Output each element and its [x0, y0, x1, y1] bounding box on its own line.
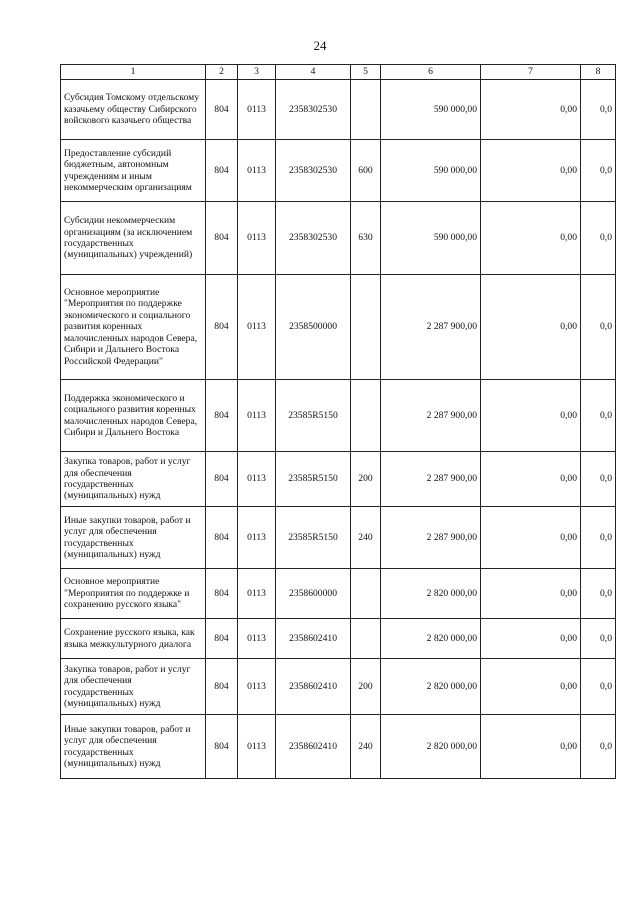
row-amount-7: 0,00	[481, 619, 581, 659]
row-code-5: 630	[351, 202, 381, 275]
row-code-4: 23585R5150	[276, 452, 351, 507]
row-amount-6: 2 287 900,00	[381, 452, 481, 507]
row-amount-7: 0,00	[481, 380, 581, 452]
row-code-2: 804	[206, 275, 238, 380]
row-amount-6: 2 287 900,00	[381, 507, 481, 569]
column-header-3: 3	[238, 65, 276, 80]
row-code-2: 804	[206, 619, 238, 659]
table-row	[61, 452, 616, 507]
table-row	[61, 569, 616, 619]
row-code-3: 0113	[238, 569, 276, 619]
row-code-2: 804	[206, 659, 238, 715]
row-amount-8: 0,0	[581, 202, 616, 275]
row-name: Поддержка экономического и социального развития коренных малочисленных народов Севера, Сибири и Дальнего Востока	[61, 380, 206, 452]
column-header-6: 6	[381, 65, 481, 80]
row-code-3: 0113	[238, 659, 276, 715]
row-code-5: 200	[351, 452, 381, 507]
row-amount-6: 2 820 000,00	[381, 569, 481, 619]
row-code-4: 2358500000	[276, 275, 351, 380]
row-amount-8: 0,0	[581, 715, 616, 779]
row-code-5: 600	[351, 140, 381, 202]
column-header-8: 8	[581, 65, 616, 80]
column-header-2: 2	[206, 65, 238, 80]
budget-table	[60, 64, 616, 779]
row-name: Основное мероприятие "Мероприятия по поддержке экономического и социального развития коренных малочисленных народов Севера, Сибири и Дальнего Востока Российской Федерации"	[61, 275, 206, 380]
row-amount-6: 590 000,00	[381, 202, 481, 275]
row-code-5	[351, 380, 381, 452]
row-name: Иные закупки товаров, работ и услуг для обеспечения государственных (муниципальных) нужд	[61, 715, 206, 779]
row-code-3: 0113	[238, 452, 276, 507]
row-amount-7: 0,00	[481, 80, 581, 140]
row-amount-7: 0,00	[481, 569, 581, 619]
row-name: Закупка товаров, работ и услуг для обеспечения государственных (муниципальных) нужд	[61, 452, 206, 507]
row-code-4: 23585R5150	[276, 380, 351, 452]
row-name: Предоставление субсидий бюджетным, автономным учреждениям и иным некоммерческим организациям	[61, 140, 206, 202]
row-amount-6: 2 820 000,00	[381, 715, 481, 779]
row-code-2: 804	[206, 715, 238, 779]
table-row	[61, 275, 616, 380]
row-code-2: 804	[206, 569, 238, 619]
header-row	[61, 65, 616, 80]
row-code-3: 0113	[238, 202, 276, 275]
row-code-4: 2358602410	[276, 715, 351, 779]
row-amount-7: 0,00	[481, 452, 581, 507]
row-code-2: 804	[206, 380, 238, 452]
row-name: Закупка товаров, работ и услуг для обеспечения государственных (муниципальных) нужд	[61, 659, 206, 715]
table-row	[61, 715, 616, 779]
row-amount-6: 2 287 900,00	[381, 380, 481, 452]
row-amount-8: 0,0	[581, 452, 616, 507]
row-code-5: 240	[351, 507, 381, 569]
row-amount-6: 590 000,00	[381, 140, 481, 202]
row-code-5	[351, 80, 381, 140]
row-code-3: 0113	[238, 380, 276, 452]
row-amount-7: 0,00	[481, 715, 581, 779]
row-amount-7: 0,00	[481, 140, 581, 202]
table-row	[61, 380, 616, 452]
row-code-4: 2358302530	[276, 140, 351, 202]
row-code-3: 0113	[238, 275, 276, 380]
row-code-2: 804	[206, 202, 238, 275]
table-row	[61, 507, 616, 569]
row-code-3: 0113	[238, 80, 276, 140]
row-amount-7: 0,00	[481, 275, 581, 380]
column-header-7: 7	[481, 65, 581, 80]
row-name: Субсидия Томскому отдельскому казачьему обществу Сибирского войскового казачьего общества	[61, 80, 206, 140]
row-code-4: 2358602410	[276, 619, 351, 659]
row-name: Основное мероприятие "Мероприятия по поддержке и сохранению русского языка"	[61, 569, 206, 619]
row-code-3: 0113	[238, 507, 276, 569]
row-amount-6: 590 000,00	[381, 80, 481, 140]
row-code-5	[351, 275, 381, 380]
row-code-4: 2358602410	[276, 659, 351, 715]
row-amount-7: 0,00	[481, 659, 581, 715]
row-amount-7: 0,00	[481, 202, 581, 275]
table-row	[61, 80, 616, 140]
row-code-4: 23585R5150	[276, 507, 351, 569]
row-name: Иные закупки товаров, работ и услуг для обеспечения государственных (муниципальных) нужд	[61, 507, 206, 569]
row-amount-6: 2 820 000,00	[381, 659, 481, 715]
row-code-5: 240	[351, 715, 381, 779]
row-amount-7: 0,00	[481, 507, 581, 569]
table-row	[61, 140, 616, 202]
row-code-4: 2358302530	[276, 202, 351, 275]
row-amount-8: 0,0	[581, 380, 616, 452]
page-number: 24	[313, 38, 327, 53]
column-header-5: 5	[351, 65, 381, 80]
row-code-3: 0113	[238, 715, 276, 779]
row-amount-8: 0,0	[581, 275, 616, 380]
table-row	[61, 659, 616, 715]
row-code-4: 2358302530	[276, 80, 351, 140]
row-amount-6: 2 287 900,00	[381, 275, 481, 380]
row-amount-6: 2 820 000,00	[381, 619, 481, 659]
row-code-3: 0113	[238, 140, 276, 202]
table-row	[61, 202, 616, 275]
row-amount-8: 0,0	[581, 659, 616, 715]
row-code-5: 200	[351, 659, 381, 715]
table-row	[61, 619, 616, 659]
row-name: Субсидии некоммерческим организациям (за исключением государственных (муниципальных) учреждений)	[61, 202, 206, 275]
row-code-3: 0113	[238, 619, 276, 659]
row-code-2: 804	[206, 507, 238, 569]
row-code-5	[351, 569, 381, 619]
row-amount-8: 0,0	[581, 140, 616, 202]
row-amount-8: 0,0	[581, 80, 616, 140]
row-code-5	[351, 619, 381, 659]
row-code-4: 2358600000	[276, 569, 351, 619]
row-code-2: 804	[206, 452, 238, 507]
row-amount-8: 0,0	[581, 619, 616, 659]
column-header-4: 4	[276, 65, 351, 80]
column-header-1: 1	[61, 65, 206, 80]
row-amount-8: 0,0	[581, 507, 616, 569]
row-amount-8: 0,0	[581, 569, 616, 619]
row-code-2: 804	[206, 140, 238, 202]
row-name: Сохранение русского языка, как языка межкультурного диалога	[61, 619, 206, 659]
row-code-2: 804	[206, 80, 238, 140]
